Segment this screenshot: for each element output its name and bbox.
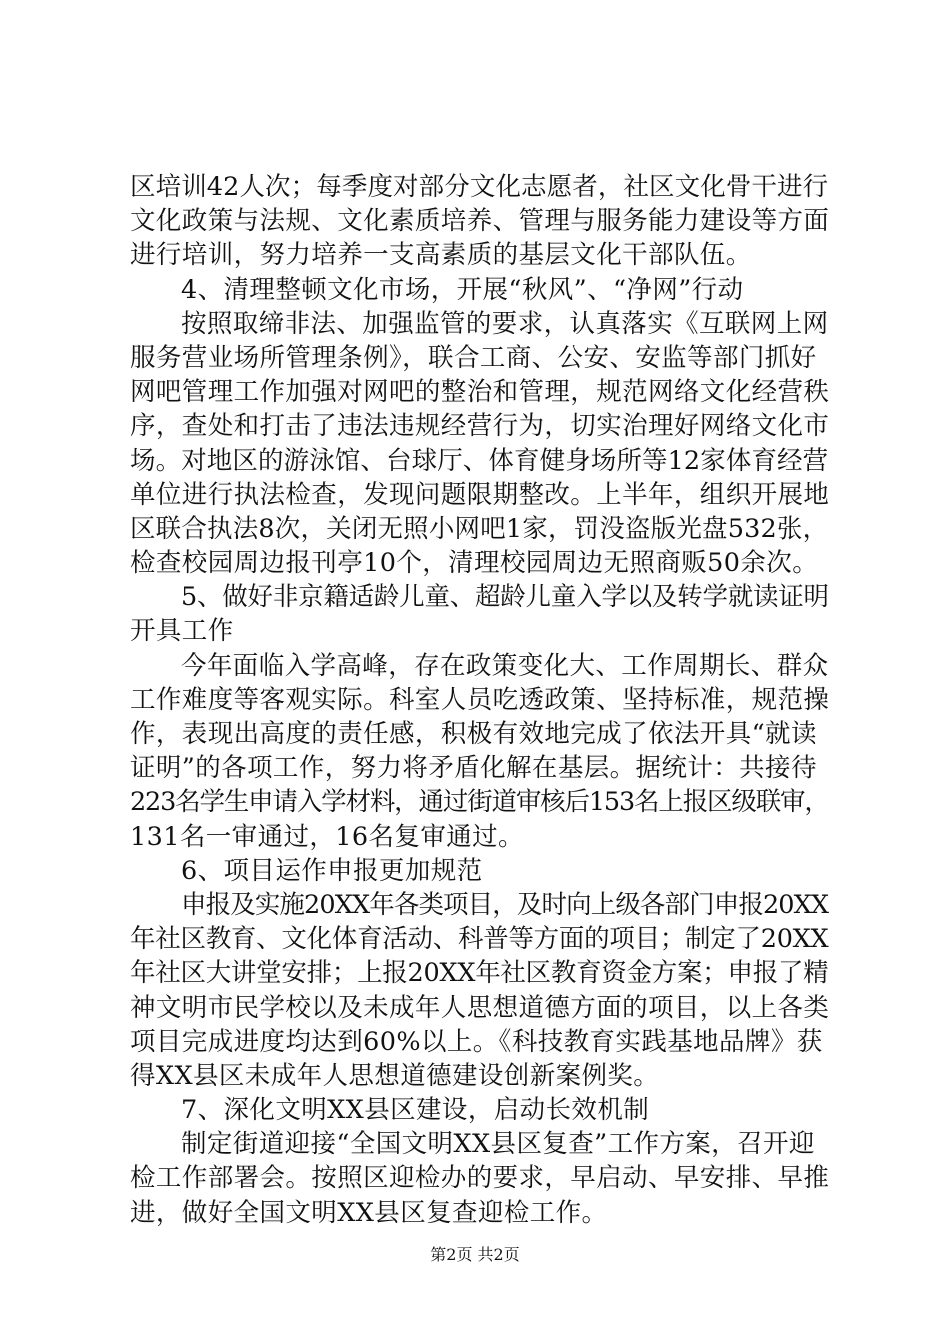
text-line: 检工作部署会。按照区迎检办的要求，早启动、早安排、早推 [130,1163,830,1194]
text-line: 7、深化文明XX县区建设，启动长效机制 [181,1095,650,1126]
text-line: 年社区大讲堂安排；上报20XX年社区教育资金方案；申报了精 [130,958,829,989]
text-line: 文化政策与法规、文化素质培养、管理与服务能力建设等方面 [130,206,830,237]
text-line: 区联合执法8次，关闭无照小网吧1家，罚没盗版光盘532张， [130,513,829,544]
text-line: 5、做好非京籍适龄儿童、超龄儿童入学以及转学就读证明 [181,582,829,613]
text-line: 检查校园周边报刊亭10个，清理校园周边无照商贩50余次。 [130,548,819,579]
text-line: 单位进行执法检查，发现问题限期整改。上半年，组织开展地 [130,479,830,510]
text-line: 区培训42人次；每季度对部分文化志愿者，社区文化骨干进行 [130,172,829,202]
text-line: 223名学生申请入学材料，通过街道审核后153名上报区级联审， [130,787,829,818]
text-line: 4、清理整顿文化市场，开展“秋风”、“净网”行动 [181,274,744,305]
page-footer: 第2页 共2页 [430,1245,520,1264]
text-line: 6、项目运作申报更加规范 [181,855,483,886]
text-line: 得XX县区未成年人思想道德建设创新案例奖。 [130,1060,660,1091]
text-line: 进，做好全国文明XX县区复查迎检工作。 [130,1197,608,1228]
text-line: 按照取缔非法、加强监管的要求，认真落实《互联网上网 [181,308,829,339]
text-line: 网吧管理工作加强对网吧的整治和管理，规范网络文化经营秩 [130,377,830,408]
text-line: 序，查处和打击了违法违规经营行为，切实治理好网络文化市 [130,411,830,442]
text-line: 制定街道迎接“全国文明XX县区复查”工作方案，召开迎 [181,1129,815,1160]
text-line: 进行培训，努力培养一支高素质的基层文化干部队伍。 [130,240,752,271]
text-line: 服务营业场所管理条例》，联合工商、公安、安监等部门抓好 [130,342,817,373]
text-line: 131名一审通过，16名复审通过。 [130,821,524,852]
text-line: 项目完成进度均达到60%以上。《科技教育实践基地品牌》获 [130,1026,823,1057]
text-line: 今年面临入学高峰，存在政策变化大、工作周期长、群众 [181,650,829,681]
text-line: 工作难度等客观实际。科室人员吃透政策、坚持标准，规范操 [130,684,830,715]
text-line: 神文明市民学校以及未成年人思想道德方面的项目，以上各类 [130,992,830,1023]
text-line: 申报及实施20XX年各类项目，及时向上级各部门申报20XX [181,889,829,920]
text-line: 开具工作 [130,616,234,647]
document-body [130,170,830,1230]
text-line: 证明”的各项工作，努力将矛盾化解在基层。据统计：共接待 [130,753,817,784]
text-line: 年社区教育、文化体育活动、科普等方面的项目；制定了20XX [130,924,829,955]
text-line: 作，表现出高度的责任感，积极有效地完成了依法开具“就读 [130,719,817,749]
text-line: 场。对地区的游泳馆、台球厅、体育健身场所等12家体育经营 [130,445,829,476]
